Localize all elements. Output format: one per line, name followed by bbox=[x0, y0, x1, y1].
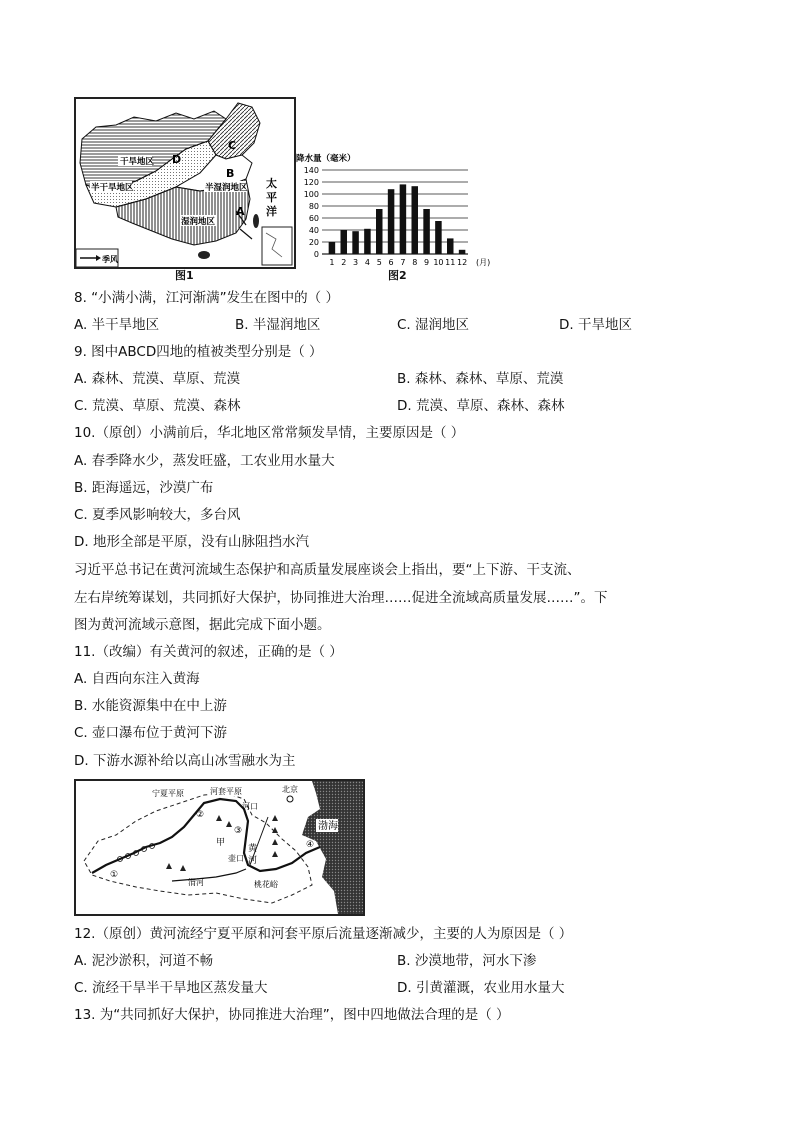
q9-stem: 9. 图中ABCD四地的植被类型分别是（ ） bbox=[74, 344, 323, 360]
chart-ytick-label: 80 bbox=[308, 202, 319, 211]
chart-ytick-label: 120 bbox=[303, 178, 319, 187]
chart-bar bbox=[423, 209, 430, 254]
hetao-label: 河套平原 bbox=[210, 787, 242, 796]
point-a: A bbox=[236, 205, 245, 218]
q12-option-c[interactable]: C. 流经干旱半干旱地区蒸发量大 bbox=[74, 980, 268, 996]
site-1-label: ① bbox=[110, 870, 119, 880]
yellow-river-map-figure bbox=[74, 779, 365, 916]
q9-option-d[interactable]: D. 荒漠、草原、森林、森林 bbox=[397, 398, 565, 414]
figure2-caption: 图2 bbox=[388, 269, 407, 282]
chart-xtick-label: 8 bbox=[412, 258, 418, 267]
q12-option-a[interactable]: A. 泥沙淤积，河道不畅 bbox=[74, 953, 214, 969]
q10-option-c[interactable]: C. 夏季风影响较大，多台风 bbox=[74, 507, 241, 523]
q9-option-a[interactable]: A. 森林、荒漠、草原、荒漠 bbox=[74, 371, 241, 387]
beijing-marker bbox=[287, 796, 293, 802]
chart-xtick-label: 12 bbox=[456, 258, 468, 267]
q10-option-a[interactable]: A. 春季降水少，蒸发旺盛，工农业用水量大 bbox=[74, 453, 335, 469]
q11-option-c[interactable]: C. 壶口瀑布位于黄河下游 bbox=[74, 725, 228, 741]
passage-line-1: 习近平总书记在黄河流域生态保护和高质量发展座谈会上指出，要“上下游、干支流、 bbox=[74, 562, 581, 578]
he-label: 河 bbox=[248, 856, 258, 866]
dry-label: 干旱地区 bbox=[120, 157, 155, 167]
site-4-label: ④ bbox=[306, 840, 315, 850]
yellow-river-main bbox=[92, 799, 320, 873]
chart-xunit: (月) bbox=[476, 258, 491, 267]
q12-option-b[interactable]: B. 沙漠地带，河水下渗 bbox=[397, 953, 537, 969]
chart-xtick-label: 3 bbox=[353, 258, 359, 267]
chart-ytick-label: 140 bbox=[303, 166, 319, 175]
beijing-label: 北京 bbox=[282, 785, 298, 794]
q8-option-d[interactable]: D. 干旱地区 bbox=[559, 317, 632, 333]
passage-line-2: 左右岸统筹谋划，共同抓好大保护，协同推进大治理……促进全流域高质量发展……”。下 bbox=[74, 590, 608, 606]
q9-option-c[interactable]: C. 荒漠、草原、荒漠、森林 bbox=[74, 398, 241, 414]
chart-xtick-label: 2 bbox=[341, 258, 347, 267]
yellow-river-map-svg bbox=[76, 781, 363, 914]
chart-bar bbox=[435, 221, 442, 254]
q12-stem: 12.（原创）黄河流经宁夏平原和河套平原后流量逐渐减少，主要的人为原因是（ ） bbox=[74, 926, 573, 942]
chart-xtick-label: 1 bbox=[329, 258, 335, 267]
site-3-label: ③ bbox=[234, 826, 243, 836]
q11-option-b[interactable]: B. 水能资源集中在中上游 bbox=[74, 698, 227, 714]
semidry-label: 半干旱地区 bbox=[91, 183, 134, 193]
china-map-figure bbox=[74, 97, 296, 269]
q13-stem: 13. 为“共同抓好大保护，协同推进大治理”，图中四地做法合理的是（ ） bbox=[74, 1007, 510, 1023]
chart-bar bbox=[447, 238, 454, 254]
chart-xtick-label: 6 bbox=[388, 258, 394, 267]
chart-xtick-label: 11 bbox=[445, 258, 456, 267]
taohuayu-label: 桃花峪 bbox=[254, 880, 278, 889]
ningxia-label: 宁夏平原 bbox=[152, 789, 184, 798]
hainan-island bbox=[198, 251, 210, 259]
chart-xtick-label: 5 bbox=[376, 258, 382, 267]
chart-ytick-label: 40 bbox=[308, 226, 319, 235]
figure1-caption: 图1 bbox=[175, 269, 194, 282]
chart-ylabel: 降水量（毫米） bbox=[296, 154, 356, 164]
jia-label: 甲 bbox=[216, 838, 226, 848]
chart-bar bbox=[376, 209, 383, 254]
q12-option-d[interactable]: D. 引黄灌溉，农业用水量大 bbox=[397, 980, 565, 996]
pacific-label-3: 洋 bbox=[266, 205, 277, 218]
semihumid-label: 半湿润地区 bbox=[205, 183, 248, 193]
chart-bar bbox=[459, 250, 466, 254]
chart-ytick-label: 100 bbox=[303, 190, 319, 199]
chart-bar bbox=[400, 184, 407, 254]
q8-option-a[interactable]: A. 半干旱地区 bbox=[74, 317, 160, 333]
chart-xtick-label: 10 bbox=[433, 258, 444, 267]
q10-option-d[interactable]: D. 地形全部是平原，没有山脉阻挡水汽 bbox=[74, 534, 309, 550]
hekou-label: 河口 bbox=[242, 802, 258, 811]
q11-stem: 11.（改编）有关黄河的叙述，正确的是（ ） bbox=[74, 644, 343, 660]
taiwan-island bbox=[253, 214, 259, 228]
wei-river-label: 渭河 bbox=[188, 878, 204, 887]
chart-ytick-label: 0 bbox=[313, 250, 319, 259]
pacific-label-2: 平 bbox=[266, 191, 277, 204]
pacific-label-1: 太 bbox=[266, 177, 277, 190]
point-c: C bbox=[228, 139, 237, 152]
china-map-svg bbox=[76, 99, 294, 267]
chart-bar bbox=[388, 189, 395, 254]
chart-bar bbox=[352, 231, 359, 254]
chart-xtick-label: 7 bbox=[400, 258, 406, 267]
monsoon-legend-label: 季风 bbox=[102, 255, 118, 264]
q9-option-b[interactable]: B. 森林、森林、草原、荒漠 bbox=[397, 371, 564, 387]
q8-option-b[interactable]: B. 半湿润地区 bbox=[235, 317, 321, 333]
hukou-label: 壶口 bbox=[228, 854, 244, 863]
q10-option-b[interactable]: B. 距海遥远，沙漠广布 bbox=[74, 480, 214, 496]
precipitation-chart bbox=[296, 152, 496, 270]
q8-stem: 8. “小满小满，江河渐满”发生在图中的（ ） bbox=[74, 290, 339, 306]
point-d: D bbox=[172, 153, 182, 166]
q10-stem: 10.（原创）小满前后，华北地区常常频发旱情，主要原因是（ ） bbox=[74, 425, 465, 441]
chart-xtick-label: 9 bbox=[424, 258, 430, 267]
chart-bar bbox=[340, 230, 347, 254]
chart-ytick-label: 60 bbox=[308, 214, 319, 223]
chart-ytick-label: 20 bbox=[308, 238, 319, 247]
humid-label: 湿润地区 bbox=[181, 217, 216, 227]
chart-xtick-label: 4 bbox=[364, 258, 370, 267]
passage-line-3: 图为黄河流域示意图，据此完成下面小题。 bbox=[74, 617, 331, 633]
huang-label: 黄 bbox=[248, 844, 258, 854]
bohai-label: 渤海 bbox=[318, 821, 338, 832]
q8-option-c[interactable]: C. 湿润地区 bbox=[397, 317, 470, 333]
q11-option-a[interactable]: A. 自西向东注入黄海 bbox=[74, 671, 200, 687]
point-b: B bbox=[226, 167, 235, 180]
site-2-label: ② bbox=[196, 810, 205, 820]
chart-bar bbox=[364, 229, 371, 254]
precipitation-chart-svg bbox=[296, 152, 496, 270]
chart-bar bbox=[411, 186, 418, 254]
q11-option-d[interactable]: D. 下游水源补给以高山冰雪融水为主 bbox=[74, 753, 296, 769]
chart-bar bbox=[329, 242, 336, 254]
